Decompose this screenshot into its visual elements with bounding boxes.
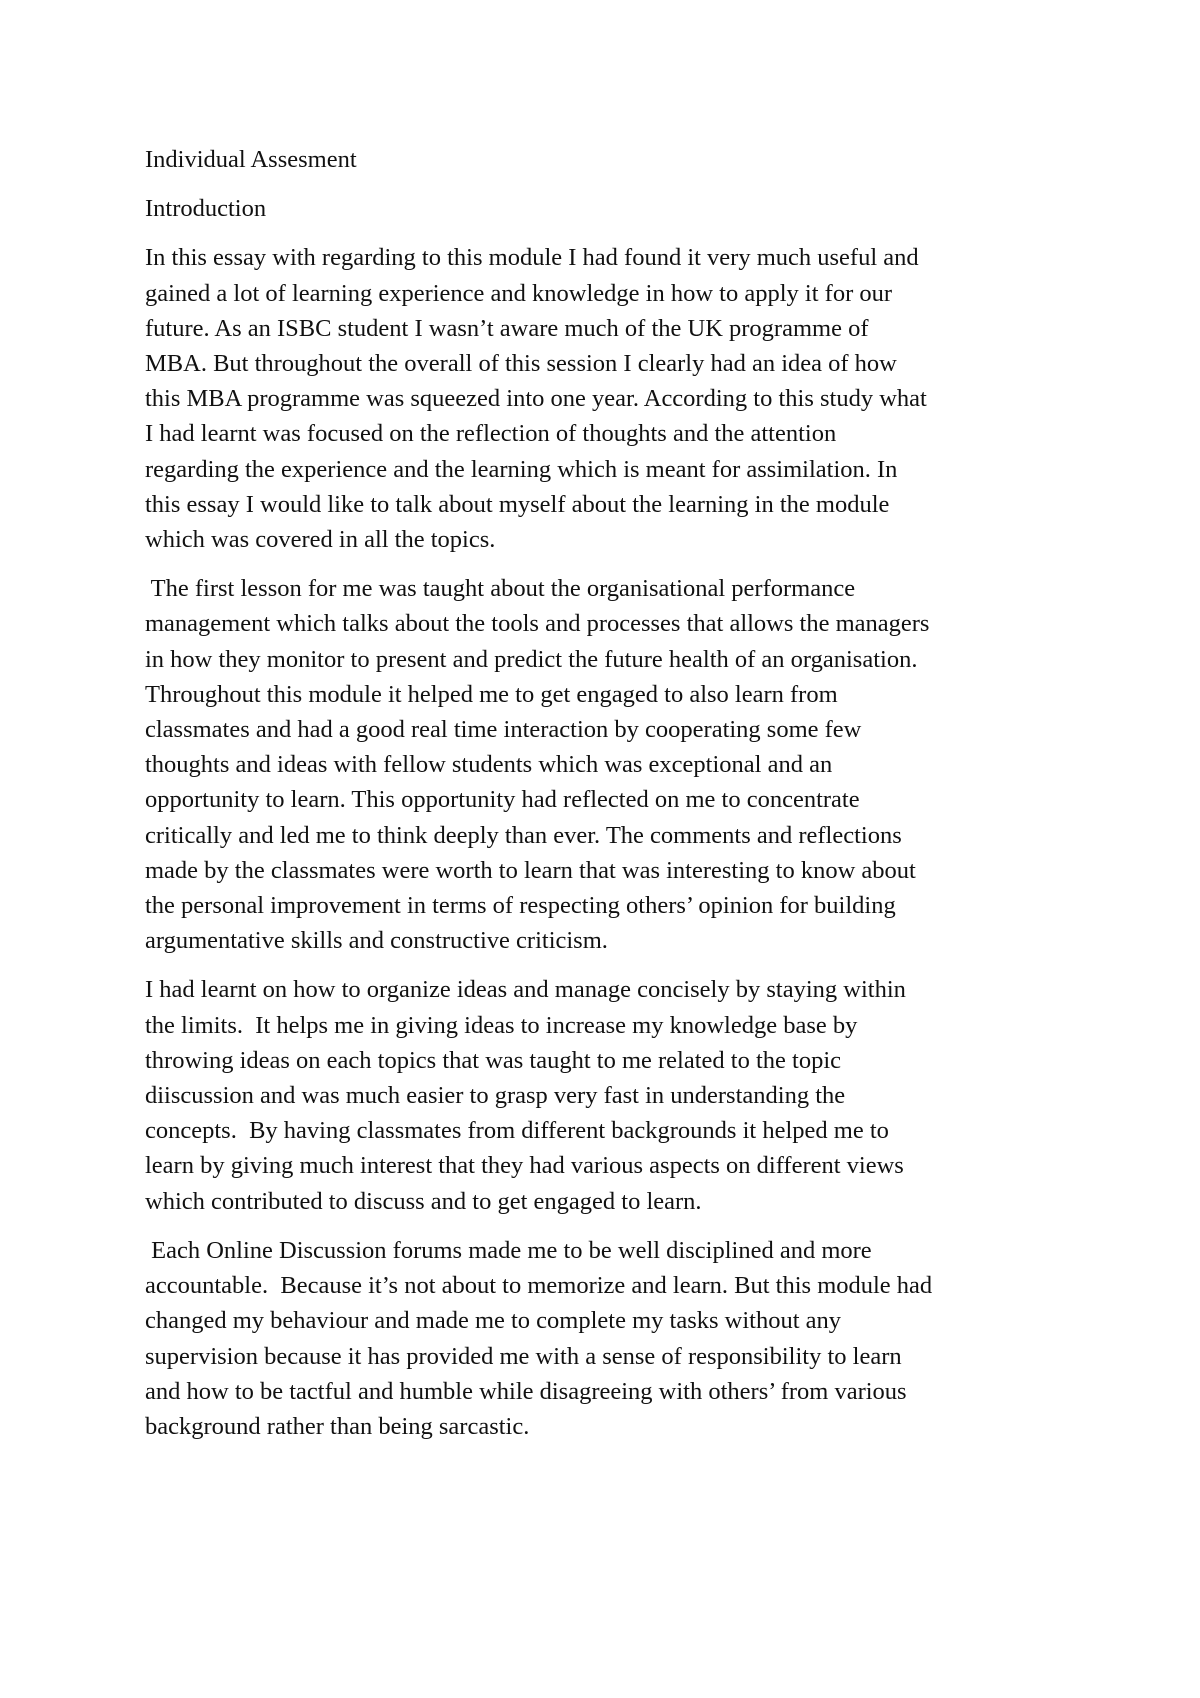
paragraph-line: I had learnt on how to organize ideas and manage concisely by staying within — [145, 976, 906, 1004]
paragraph-line: this MBA programme was squeezed into one year. According to this study what — [145, 385, 927, 413]
paragraph-line: I had learnt was focused on the reflection of thoughts and the attention — [145, 420, 837, 448]
document-title-text: Individual Assesment — [145, 146, 357, 173]
paragraph-line: accountable. Because it’s not about to memorize and learn. But this module had — [145, 1272, 933, 1300]
paragraph-line: Each Online Discussion forums made me to be well disciplined and more — [145, 1236, 872, 1264]
paragraph-line: and how to be tactful and humble while disagreeing with others’ from various — [145, 1377, 907, 1405]
paragraph-line: diiscussion and was much easier to grasp very fast in understanding the — [145, 1082, 846, 1110]
paragraph-line: concepts. By having classmates from different backgrounds it helped me to — [145, 1117, 889, 1145]
paragraph-line: in how they monitor to present and predict the future health of an organisation. — [145, 645, 918, 673]
paragraph-line: the personal improvement in terms of respecting others’ opinion for building — [145, 892, 896, 920]
section-heading-text: Introduction — [145, 195, 267, 223]
paragraph-line: which contributed to discuss and to get engaged to learn. — [145, 1187, 702, 1215]
section-heading — [145, 191, 1080, 226]
paragraph-2 — [145, 571, 1080, 958]
paragraph-line: classmates and had a good real time interaction by cooperating some few — [145, 716, 862, 744]
paragraph-line: which was covered in all the topics. — [145, 526, 496, 554]
paragraph-line: argumentative skills and constructive criticism. — [145, 927, 608, 955]
paragraph-line: this essay I would like to talk about myself about the learning in the module — [145, 490, 890, 518]
paragraph-line: gained a lot of learning experience and knowledge in how to apply it for our — [145, 279, 893, 307]
paragraph-line: management which talks about the tools and processes that allows the managers — [145, 610, 930, 638]
paragraph-4 — [145, 1233, 1080, 1444]
paragraph-line: changed my behaviour and made me to complete my tasks without any — [145, 1307, 842, 1335]
paragraph-line: The first lesson for me was taught about the organisational performance — [145, 575, 856, 603]
paragraph-line: made by the classmates were worth to learn that was interesting to know about — [145, 856, 916, 884]
paragraph-line: learn by giving much interest that they had various aspects on different views — [145, 1152, 904, 1180]
paragraph-line: critically and led me to think deeply than ever. The comments and reflections — [145, 821, 902, 849]
paragraph-line: the limits. It helps me in giving ideas to increase my knowledge base by — [145, 1011, 858, 1039]
paragraph-line: future. As an ISBC student I wasn’t aware much of the UK programme of — [145, 314, 869, 342]
document-title — [145, 142, 1080, 177]
paragraph-3 — [145, 972, 1080, 1218]
document-body — [145, 142, 1080, 1458]
paragraph-line: In this essay with regarding to this module I had found it very much useful and — [145, 244, 919, 272]
paragraph-line: throwing ideas on each topics that was taught to me related to the topic — [145, 1046, 842, 1074]
paragraph-line: Throughout this module it helped me to get engaged to also learn from — [145, 680, 838, 708]
paragraph-line: background rather than being sarcastic. — [145, 1412, 530, 1440]
paragraph-line: regarding the experience and the learning which is meant for assimilation. In — [145, 455, 898, 483]
paragraph-1 — [145, 240, 1080, 557]
paragraph-line: MBA. But throughout the overall of this session I clearly had an idea of how — [145, 350, 897, 378]
paragraph-line: thoughts and ideas with fellow students which was exceptional and an — [145, 751, 833, 779]
paragraph-line: supervision because it has provided me with a sense of responsibility to learn — [145, 1342, 902, 1370]
paragraph-line: opportunity to learn. This opportunity had reflected on me to concentrate — [145, 786, 860, 814]
